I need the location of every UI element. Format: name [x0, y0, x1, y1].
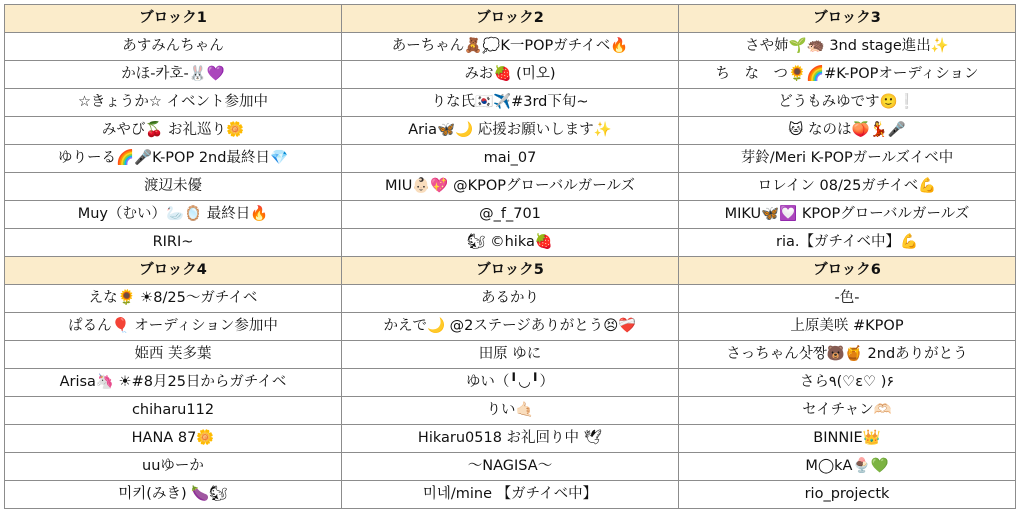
participant-name-cell: えな🌻 ☀8/25〜ガチイベ [5, 285, 342, 313]
block-header: ブロック6 [679, 257, 1016, 285]
participant-name-cell: rio_projectk [679, 481, 1016, 509]
participant-name-cell: ゆりーる🌈🎤K-POP 2nd最終日💎 [5, 145, 342, 173]
table-row [5, 397, 1016, 425]
participant-name-cell: 上原美咲 #KPOP [679, 313, 1016, 341]
participant-name-cell: さっちゃん삿짱🐻🍯 2ndありがとう [679, 341, 1016, 369]
participant-name-cell: Arisa🦄 ☀#8月25日からガチイベ [5, 369, 342, 397]
participant-name-cell: MIU👶🏻💖 @KPOPグローバルガールズ [342, 173, 679, 201]
participant-name-cell: 미네/mine 【ガチイベ中】 [342, 481, 679, 509]
participant-name-cell: Aria🦋🌙 応援お願いします✨ [342, 117, 679, 145]
table-row [5, 201, 1016, 229]
participant-name-cell: ち な つ🌻🌈#K-POPオーディション [679, 61, 1016, 89]
participant-name-cell: さや姉🌱🦔 3nd stage進出✨ [679, 33, 1016, 61]
table-row [5, 145, 1016, 173]
table-row [5, 313, 1016, 341]
table-row [5, 285, 1016, 313]
participant-name-cell: あるかり [342, 285, 679, 313]
participant-name-cell: かえで🌙 @2ステージありがとう😣❤️‍🩹 [342, 313, 679, 341]
participant-name-cell: @_f_701 [342, 201, 679, 229]
block-roster [4, 4, 1016, 509]
table-row [5, 117, 1016, 145]
participant-name-cell: ria.【ガチイベ中】💪 [679, 229, 1016, 257]
participant-name-cell: ロレイン 08/25ガチイベ💪 [679, 173, 1016, 201]
participant-name-cell: 芽鈴/Meri K-POPガールズイベ中 [679, 145, 1016, 173]
participant-name-cell: chiharu112 [5, 397, 342, 425]
block-header: ブロック3 [679, 5, 1016, 33]
participant-name-cell: BINNIE👑 [679, 425, 1016, 453]
participant-name-cell: -色- [679, 285, 1016, 313]
participant-name-cell: ☆きょうか☆ イベント参加中 [5, 89, 342, 117]
participant-name-cell: ぱるん🎈 オーディション参加中 [5, 313, 342, 341]
participant-name-cell: どうもみゆです🙂❕ [679, 89, 1016, 117]
participant-name-cell: 渡辺未優 [5, 173, 342, 201]
participant-name-cell: mai_07 [342, 145, 679, 173]
table-row [5, 61, 1016, 89]
participant-name-cell: 〜NAGISA〜 [342, 453, 679, 481]
participant-name-cell: MIKU🦋💟 KPOPグローバルガールズ [679, 201, 1016, 229]
participant-name-cell: みやび🍒 お礼巡り🌼 [5, 117, 342, 145]
participant-name-cell: 🐿 ©hika🍓 [342, 229, 679, 257]
block-header: ブロック1 [5, 5, 342, 33]
participant-name-cell: M◯kA🍨💚 [679, 453, 1016, 481]
roster-body [5, 5, 1016, 509]
table-row [5, 369, 1016, 397]
block-header: ブロック5 [342, 257, 679, 285]
roster-table [4, 4, 1016, 509]
table-row [5, 89, 1016, 117]
participant-name-cell: 田原 ゆに [342, 341, 679, 369]
participant-name-cell: ゆい（╹◡╹） [342, 369, 679, 397]
participant-name-cell: みお🍓 (미오) [342, 61, 679, 89]
participant-name-cell: HANA 87🌼 [5, 425, 342, 453]
block-header-row [5, 257, 1016, 285]
table-row [5, 481, 1016, 509]
table-row [5, 341, 1016, 369]
participant-name-cell: セイチャン🫶🏻 [679, 397, 1016, 425]
participant-name-cell: uuゆーか [5, 453, 342, 481]
participant-name-cell: りい🤙🏻 [342, 397, 679, 425]
participant-name-cell: 🐱 なのは🍑💃🎤 [679, 117, 1016, 145]
participant-name-cell: 姫西 芙多葉 [5, 341, 342, 369]
participant-name-cell: あすみんちゃん [5, 33, 342, 61]
block-header: ブロック4 [5, 257, 342, 285]
participant-name-cell: RIRI~ [5, 229, 342, 257]
table-row [5, 229, 1016, 257]
table-row [5, 425, 1016, 453]
participant-name-cell: 미키(みき) 🍆🐿 [5, 481, 342, 509]
table-row [5, 453, 1016, 481]
block-header: ブロック2 [342, 5, 679, 33]
participant-name-cell: Hikaru0518 お礼回り中 🕊 [342, 425, 679, 453]
participant-name-cell: りな氏🇰🇷✈️#3rd下旬~ [342, 89, 679, 117]
participant-name-cell: Muy（むい）🦢🪞 最終日🔥 [5, 201, 342, 229]
participant-name-cell: かほ-카호-🐰💜 [5, 61, 342, 89]
block-header-row [5, 5, 1016, 33]
participant-name-cell: あーちゃん🧸💭K一POPガチイベ🔥 [342, 33, 679, 61]
table-row [5, 173, 1016, 201]
participant-name-cell: さら٩(♡ε♡ )۶ [679, 369, 1016, 397]
table-row [5, 33, 1016, 61]
